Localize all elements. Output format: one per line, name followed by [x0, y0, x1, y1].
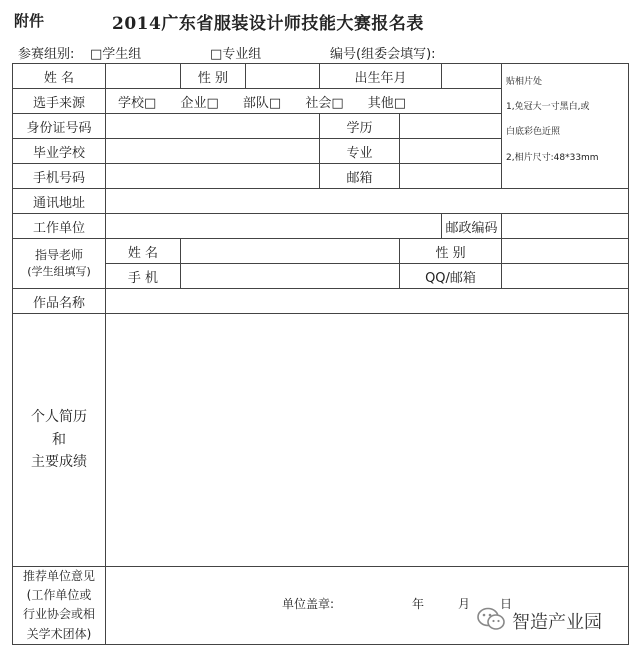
photo-note-3: 2,相片尺寸:48*33mm	[506, 152, 599, 163]
origin-other-option[interactable]: 其他□	[367, 95, 407, 111]
month-label: 月	[458, 597, 471, 611]
photo-note-2: 白底彩色近照	[506, 127, 561, 138]
mentor-phone-field[interactable]	[181, 264, 400, 289]
watermark	[476, 606, 602, 636]
address-label: 通讯地址	[13, 189, 106, 214]
phone-field[interactable]	[106, 164, 320, 189]
form-title: 2014广东省服装设计师技能大赛报名表	[112, 14, 424, 34]
gender-label: 性 别	[181, 64, 246, 89]
work-name-field[interactable]	[106, 289, 629, 314]
name-label: 姓 名	[13, 64, 106, 89]
student-group-option[interactable]: □学生组	[90, 47, 142, 62]
resume-field[interactable]	[106, 314, 629, 567]
resume-label-line2: 和	[52, 431, 66, 448]
postcode-field[interactable]	[502, 214, 629, 239]
phone-label: 手机号码	[13, 164, 106, 189]
origin-society-option[interactable]: 社会□	[305, 95, 344, 111]
attachment-label: 附件	[14, 12, 45, 30]
mentor-phone-label: 手 机	[106, 264, 181, 289]
birth-field[interactable]	[442, 64, 502, 89]
major-field[interactable]	[400, 139, 502, 164]
group-label: 参赛组别:	[18, 47, 75, 62]
photo-title: 贴相片处	[506, 77, 543, 87]
number-label: 编号(组委会填写):	[330, 47, 436, 62]
postcode-label: 邮政编码	[442, 214, 502, 239]
origin-military-option[interactable]: 部队□	[242, 95, 282, 111]
pro-group-option[interactable]: □专业组	[210, 47, 262, 62]
email-label: 邮箱	[320, 164, 400, 189]
education-field[interactable]	[400, 114, 502, 139]
origin-label: 选手来源	[13, 89, 106, 114]
wechat-icon	[476, 606, 506, 636]
school-field[interactable]	[106, 139, 320, 164]
education-label: 学历	[320, 114, 400, 139]
mentor-qq-label: QQ/邮箱	[400, 264, 502, 289]
mentor-gender-label: 性 别	[400, 239, 502, 264]
id-number-label: 身份证号码	[13, 114, 106, 139]
watermark-text: 智造产业园	[512, 612, 602, 633]
mentor-name-label: 姓 名	[106, 239, 181, 264]
recommend-label-line1: 推荐单位意见	[22, 569, 95, 583]
day-label: 日	[500, 597, 513, 611]
resume-label-line1: 个人简历	[31, 409, 87, 426]
origin-options	[106, 89, 502, 114]
photo-box[interactable]	[502, 64, 629, 189]
resume-label-line3: 主要成绩	[31, 454, 87, 471]
mentor-name-field[interactable]	[181, 239, 400, 264]
seal-label: 单位盖章:	[282, 597, 335, 611]
mentor-gender-field[interactable]	[502, 239, 629, 264]
email-field[interactable]	[400, 164, 502, 189]
birth-label: 出生年月	[320, 64, 442, 89]
mentor-label	[13, 239, 106, 289]
origin-school-option[interactable]: 学校□	[118, 95, 157, 111]
origin-enterprise-option[interactable]: 企业□	[180, 95, 219, 111]
workplace-field[interactable]	[106, 214, 442, 239]
resume-label	[13, 314, 106, 567]
recommend-label-line2: (工作单位或	[26, 588, 92, 603]
photo-note-1: 1,免冠大一寸黑白,或	[506, 102, 590, 113]
recommend-label-line3: 行业协会或相	[22, 607, 95, 622]
recommend-label	[13, 567, 106, 645]
address-field[interactable]	[106, 189, 629, 214]
school-label: 毕业学校	[13, 139, 106, 164]
work-name-label: 作品名称	[13, 289, 106, 314]
name-field[interactable]	[106, 64, 181, 89]
year-label: 年	[412, 597, 425, 611]
workplace-label: 工作单位	[13, 214, 106, 239]
mentor-label-line1: 指导老师	[34, 248, 83, 263]
recommend-label-line4: 关学术团体)	[26, 626, 92, 641]
registration-form	[12, 63, 629, 645]
mentor-label-line2: (学生组填写)	[27, 265, 91, 279]
mentor-qq-field[interactable]	[502, 264, 629, 289]
id-number-field[interactable]	[106, 114, 320, 139]
major-label: 专业	[320, 139, 400, 164]
gender-field[interactable]	[246, 64, 320, 89]
